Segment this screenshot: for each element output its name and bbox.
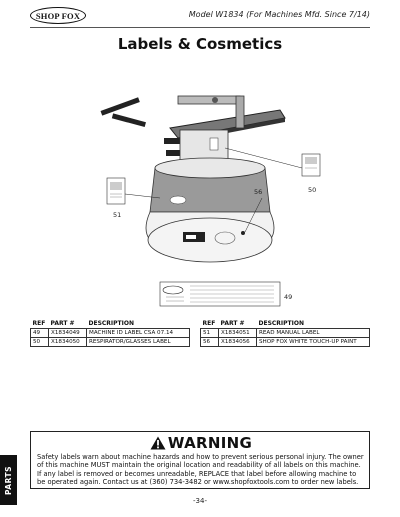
page-number: -34-: [193, 497, 207, 505]
parts-table-right: [200, 320, 370, 347]
label-49-plate: [160, 282, 280, 306]
description-cell: READ MANUAL LABEL: [257, 329, 370, 338]
warning-triangle-icon: [150, 436, 166, 450]
table-row: [201, 329, 370, 338]
part-cell: X1834049: [49, 329, 87, 338]
table-header-row: [201, 320, 370, 329]
machine-illustration: [60, 90, 360, 310]
callout-56: 56: [254, 188, 263, 196]
table-row: [31, 329, 190, 338]
header-description: DESCRIPTION: [258, 320, 305, 327]
header-ref: REF: [202, 320, 216, 327]
machine-body: [146, 158, 274, 262]
side-tab-label: PARTS: [4, 465, 14, 495]
table-header-row: [31, 320, 190, 329]
header-part: PART #: [50, 320, 75, 327]
warning-text: Safety labels warn about machine hazards and how to prevent serious personal injury. The owner of this machine MUST maintain the original location and readability of all labels on this machine. If any label is removed or becomes unreadable, REPLACE that label before allowing machine to be operated again. Contact us at (360) 734-3482 or www.shopfoxtools.com to order new labels.: [37, 453, 364, 487]
description-cell: MACHINE ID LABEL CSA 07.14: [87, 329, 190, 338]
description-cell: RESPIRATOR/GLASSES LABEL: [87, 338, 190, 347]
header-ref: REF: [32, 320, 46, 327]
shop-fox-logo: [30, 7, 86, 24]
callout-51: 51: [113, 211, 122, 219]
page-title: Labels & Cosmetics: [117, 35, 283, 53]
ref-cell: 50: [31, 338, 49, 347]
warning-heading: [31, 434, 371, 452]
part-cell: X1834050: [49, 338, 87, 347]
warning-title: WARNING: [167, 434, 253, 452]
table-row: [31, 338, 190, 347]
part-cell: X1834056: [219, 338, 257, 347]
parts-table-left: [30, 320, 190, 347]
header-part: PART #: [220, 320, 245, 327]
logo-text: SHOP FOX: [35, 10, 81, 21]
ref-cell: 51: [201, 329, 219, 338]
callout-50: 50: [308, 186, 317, 194]
callout-49: 49: [284, 293, 293, 301]
model-header: Model W1834 (For Machines Mfd. Since 7/14): [188, 10, 370, 19]
ref-cell: 49: [31, 329, 49, 338]
part-cell: X1834051: [219, 329, 257, 338]
ref-cell: 56: [201, 338, 219, 347]
warning-box: [30, 431, 370, 489]
header-divider: [30, 27, 370, 28]
header-description: DESCRIPTION: [88, 320, 135, 327]
description-cell: SHOP FOX WHITE TOUCH-UP PAINT: [257, 338, 370, 347]
table-row: [201, 338, 370, 347]
